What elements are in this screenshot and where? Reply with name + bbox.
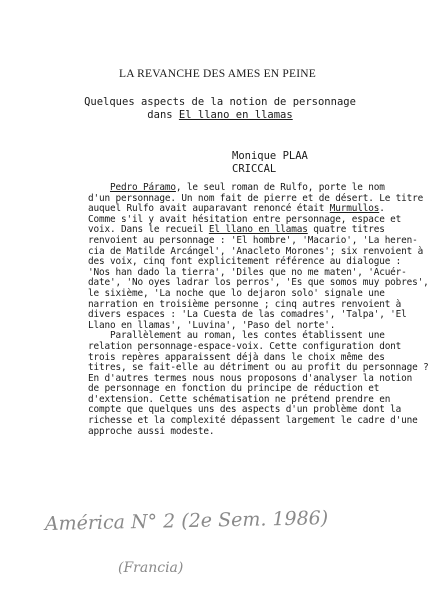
body-text bbox=[88, 182, 429, 437]
text-segment: divers espaces : 'La Cuesta de las comadres', 'Talpa', 'El bbox=[88, 309, 407, 321]
text-segment: auquel Rulfo avait auparavant renoncé était bbox=[88, 203, 330, 215]
text-segment: compte que quelques uns des aspects d'un problème dont la bbox=[88, 404, 402, 416]
text-segment: trois repères apparaissent déjà dans le choix même des bbox=[88, 351, 385, 363]
text-segment: renvoient au personnage : 'El hombre', 'Macario', 'La heren- bbox=[88, 234, 418, 246]
text-segment: richesse et la complexité dépassent largement le cadre d'une bbox=[88, 415, 418, 427]
underlined-title: Pedro Páramo bbox=[109, 182, 176, 193]
underlined-title: El llano en llamas bbox=[208, 224, 308, 236]
text-segment: En d'autres termes nous nous proposons d'analyser la notion bbox=[88, 372, 413, 384]
text-segment: 'Nos han dado la tierra', 'Diles que no me maten', 'Acuér- bbox=[88, 266, 407, 278]
text-segment: . bbox=[379, 203, 385, 215]
paragraph-2 bbox=[88, 330, 429, 437]
underlined-title: Murmullos bbox=[329, 203, 380, 215]
subtitle-line-2 bbox=[60, 109, 380, 122]
text-segment: Llano en llamas', 'Luvina', 'Paso del norte'. bbox=[88, 319, 336, 331]
handwritten-note-line-1: América N° 2 (2e Sem. 1986) bbox=[44, 507, 329, 535]
handwritten-note-line-2: (Francia) bbox=[118, 560, 184, 576]
subtitle-book-title: El llano en llamas bbox=[178, 109, 293, 121]
text-segment: de personnage en fonction du principe de réduction et bbox=[88, 383, 380, 395]
text-segment: le sixième, 'La noche que lo dejaron solo' signale une bbox=[88, 287, 385, 299]
text-segment: titres, se fait-elle au détriment ou au profit du personnage ? bbox=[88, 362, 429, 374]
text-segment: date', 'No oyes ladrar los perros', 'Es que somos muy pobres', bbox=[88, 277, 429, 289]
text-segment: voix. Dans le recueil bbox=[88, 224, 209, 236]
paragraph-1 bbox=[88, 182, 429, 331]
text-line bbox=[88, 427, 384, 438]
text-segment: , le seul roman de Rulfo, porte le nom bbox=[175, 182, 385, 193]
text-segment: d'un personnage. Un nom fait de pierre et de désert. Le titre bbox=[88, 192, 424, 204]
text-segment: relation personnage-espace-voix. Cette configuration dont bbox=[88, 340, 402, 352]
document-subtitle bbox=[60, 96, 380, 122]
author-affiliation: CRICCAL bbox=[232, 163, 277, 175]
text-segment: Parallèlement au roman, les contes établissent une bbox=[88, 330, 385, 342]
text-segment: des voix, cinq font explicitement référence au dialogue : bbox=[88, 256, 402, 268]
text-segment: narration en troisième personne ; cinq autres renvoient à bbox=[88, 298, 402, 310]
author-name: Monique PLAA bbox=[232, 150, 308, 162]
text-segment: d'extension. Cette schématisation ne prétend prendre en bbox=[88, 393, 391, 405]
text-segment: approche aussi modeste. bbox=[88, 425, 215, 437]
text-segment: quatre titres bbox=[307, 224, 385, 236]
text-segment: cia de Matilde Arcángel', 'Anacleto Morones'; six renvoient à bbox=[88, 245, 424, 257]
text-segment bbox=[88, 182, 110, 193]
subtitle-line-1: Quelques aspects de la notion de personnage bbox=[84, 96, 356, 108]
subtitle-line-2-prefix: dans bbox=[147, 109, 179, 121]
document-title: LA REVANCHE DES AMES EN PEINE bbox=[119, 68, 316, 80]
text-segment: Comme s'il y avait hésitation entre personnage, espace et bbox=[88, 213, 402, 225]
author-block bbox=[232, 150, 308, 176]
